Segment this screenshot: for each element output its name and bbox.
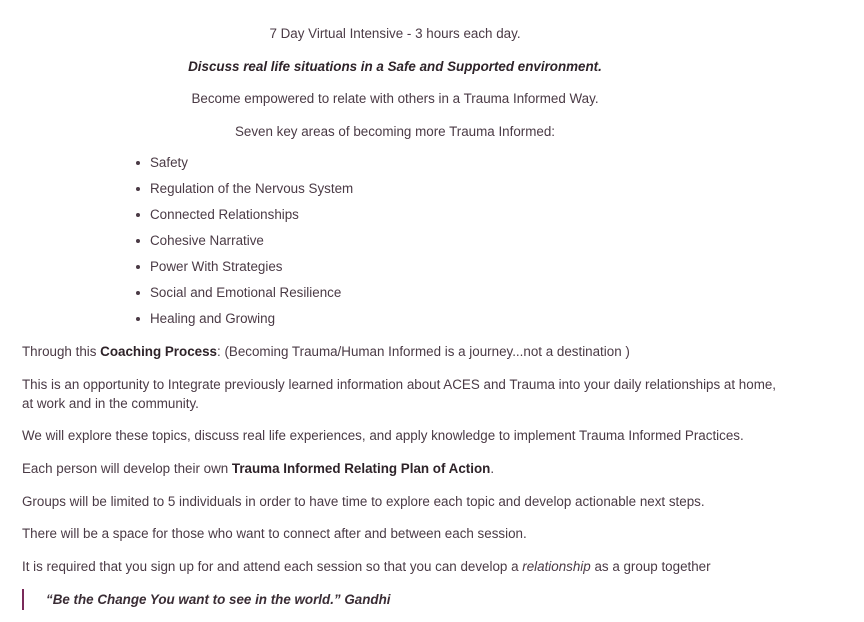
plan-suffix: .	[490, 461, 495, 476]
key-areas-list	[136, 153, 353, 335]
intro-line-duration: 7 Day Virtual Intensive - 3 hours each day.	[269, 26, 521, 41]
space-paragraph: There will be a space for those who want to connect after and between each session.	[22, 526, 527, 541]
plan-paragraph	[22, 459, 792, 478]
list-item: Connected Relationships	[136, 205, 353, 231]
list-item: Power With Strategies	[136, 257, 353, 283]
required-italic: relationship	[522, 559, 591, 574]
integrate-paragraph: This is an opportunity to Integrate previously learned information about ACES and Trauma into your daily relationships at home, at work and in the community.	[22, 377, 777, 411]
plan-bold: Trauma Informed Relating Plan of Action	[231, 461, 491, 476]
coaching-prefix: Through this	[22, 344, 101, 359]
gandhi-quote: “Be the Change You want to see in the world.” Gandhi	[22, 589, 390, 610]
required-paragraph	[22, 557, 792, 576]
intro-line-discuss: Discuss real life situations in a Safe and Supported environment.	[188, 59, 602, 74]
coaching-bold: Coaching Process	[100, 344, 217, 359]
intro-line-key-areas: Seven key areas of becoming more Trauma Informed:	[234, 124, 556, 139]
coaching-paragraph	[22, 342, 792, 361]
groups-paragraph: Groups will be limited to 5 individuals in order to have time to explore each topic and develop actionable next steps.	[22, 494, 705, 509]
list-item: Healing and Growing	[136, 309, 353, 335]
required-suffix: as a group together	[590, 559, 711, 574]
list-item: Regulation of the Nervous System	[136, 179, 353, 205]
explore-paragraph: We will explore these topics, discuss real life experiences, and apply knowledge to implement Trauma Informed Practices.	[22, 428, 744, 443]
coaching-suffix: : (Becoming Trauma/Human Informed is a journey...not a destination )	[217, 344, 630, 359]
list-item: Social and Emotional Resilience	[136, 283, 353, 309]
list-item: Cohesive Narrative	[136, 231, 353, 257]
intro-line-empowered: Become empowered to relate with others in a Trauma Informed Way.	[191, 91, 599, 106]
list-item: Safety	[136, 153, 353, 179]
plan-prefix: Each person will develop their own	[22, 461, 232, 476]
required-prefix: It is required that you sign up for and attend each session so that you can develop a	[22, 559, 523, 574]
